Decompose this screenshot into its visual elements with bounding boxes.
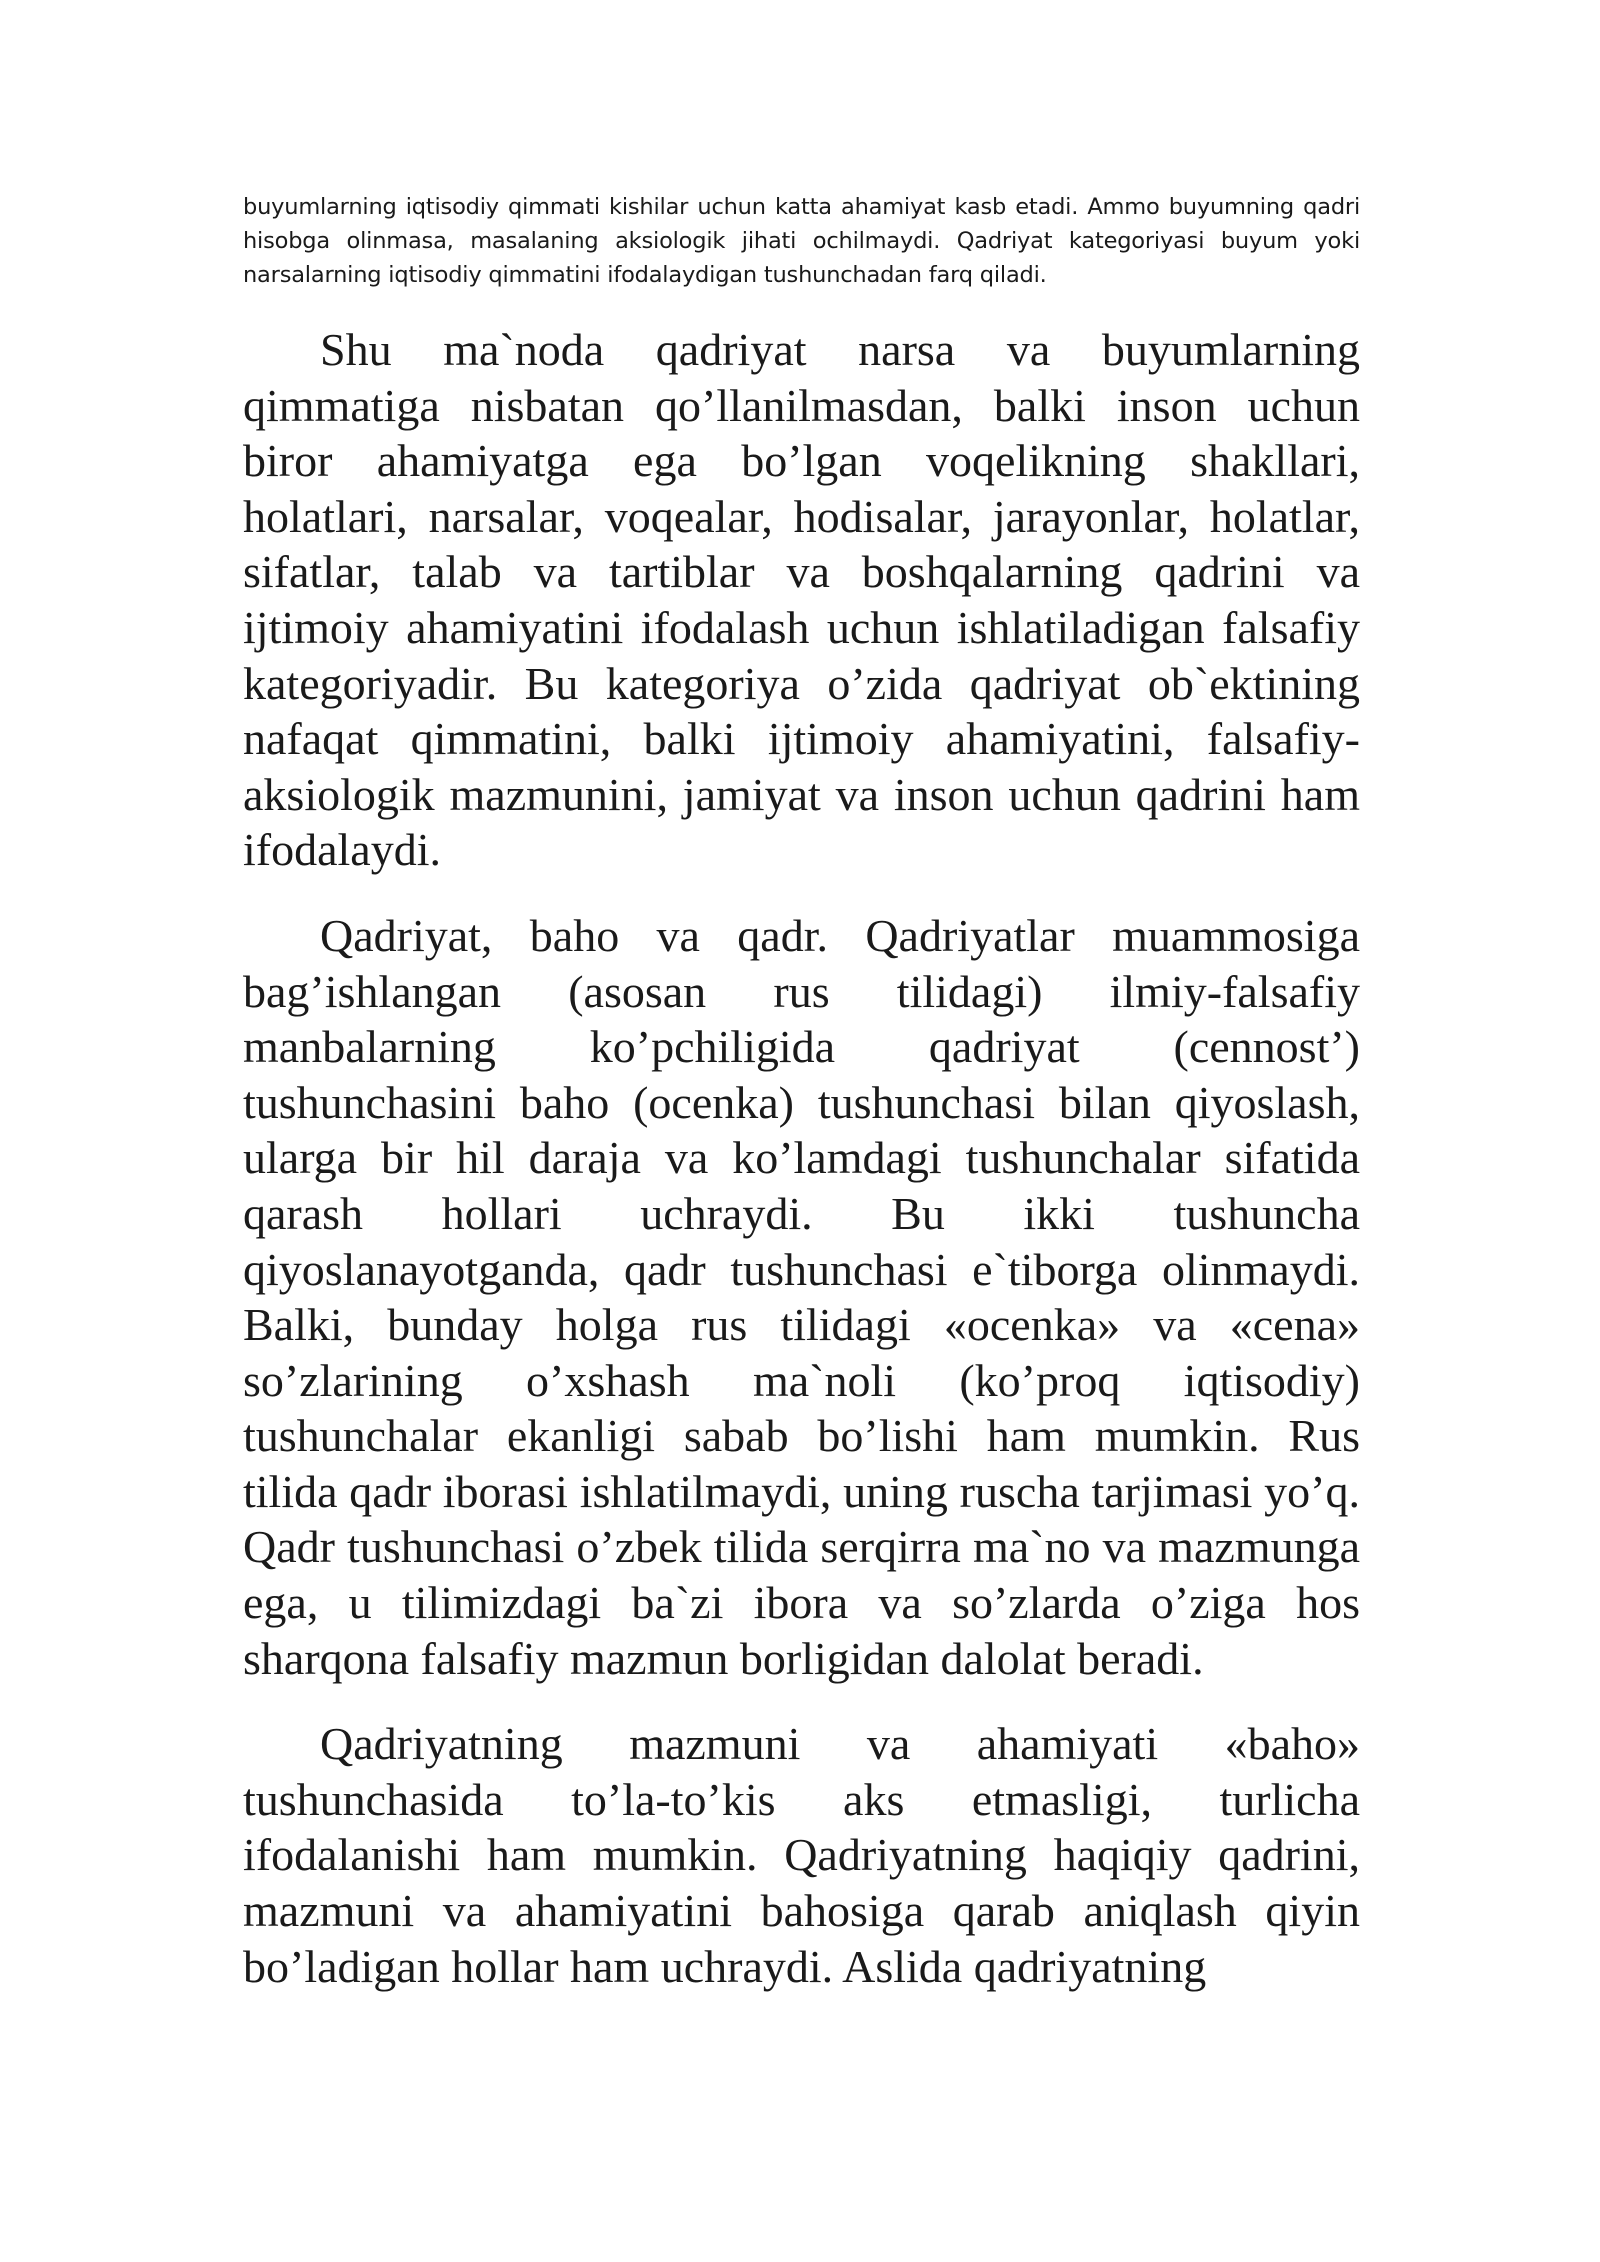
intro-paragraph: buyumlarning iqtisodiy qimmati kishilar uchun katta ahamiyat kasb etadi. Ammo buyumning qadri hisobga olinmasa, masalaning aksiologik jihati ochilmaydi. Qadriyat kategoriyasi buyum yoki narsalarning iqtisodiy qimmatini ifodalaydigan tushunchadan farq qiladi. bbox=[243, 194, 1360, 288]
paragraph-3: Qadriyatning mazmuni va ahamiyati «baho» tushunchasida to’la-to’kis aks etmasligi, turlicha ifodalanishi ham mumkin. Qadriyatning haqiqiy qadrini, mazmuni va ahamiyatini bahosiga qarab aniqlash qiyin bo’ladigan hollar ham uchraydi. Aslida qadriyatning bbox=[243, 1718, 1360, 1992]
paragraph-2: Qadriyat, baho va qadr. Qadriyatlar muammosiga bag’ishlangan (asosan rus tilidagi) ilmiy-falsafiy manbalarning ko’pchiligida qadriyat (cennost’) tushunchasini baho (ocenka) tushunchasi bilan qiyoslash, ularga bir hil daraja va ko’lamdagi tushunchalar sifatida qarash hollari uchraydi. Bu ikki tushuncha qiyoslanayotganda, qadr tushunchasi e`tiborga olinmaydi. Balki, bunday holga rus tilidagi «ocenka» va «cena» so’zlarining o’xshash ma`noli (ko’proq iqtisodiy) tushunchalar ekanligi sabab bo’lishi ham mumkin. Rus tilida qadr iborasi ishlatilmaydi, uning ruscha tarjimasi yo’q. Qadr tushunchasi o’zbek tilida serqirra ma`no va mazmunga ega, u tilimizdagi ba`zi ibora va so’zlarda o’ziga hos sharqona falsafiy mazmun borligidan dalolat beradi. bbox=[243, 909, 1360, 1684]
document-page bbox=[243, 190, 1360, 2024]
paragraph-1: Shu ma`noda qadriyat narsa va buyumlarning qimmatiga nisbatan qo’llanilmasdan, balki inson uchun biror ahamiyatga ega bo’lgan voqelikning shakllari, holatlari, narsalar, voqealar, hodisalar, jarayonlar, holatlar, sifatlar, talab va tartiblar va boshqalarning qadrini va ijtimoiy ahamiyatini ifodalash uchun ishlatiladigan falsafiy kategoriyadir. Bu kategoriya o’zida qadriyat ob`ektining nafaqat qimmatini, balki ijtimoiy ahamiyatini, falsafiy-aksiologik mazmunini, jamiyat va inson uchun qadrini ham ifodalaydi. bbox=[243, 324, 1360, 876]
